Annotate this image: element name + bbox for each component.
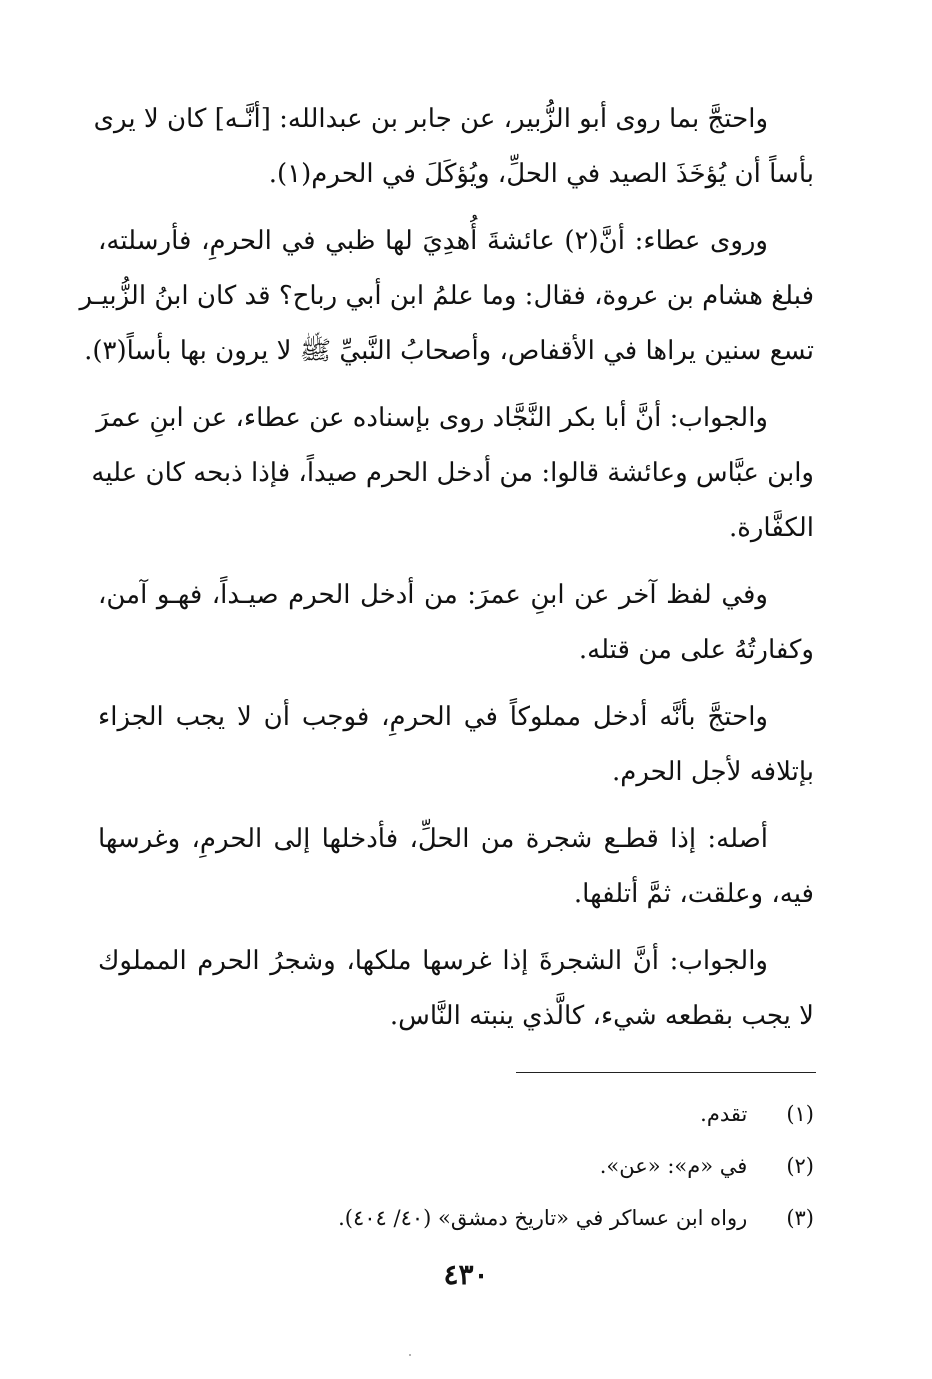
footnote-text: رواه ابن عساكر في «تاريخ دمشق» (٤٠/ ٤٠٤). bbox=[338, 1206, 748, 1230]
text-line: بأساً أن يُؤخَذَ الصيد في الحلِّ، ويُؤكَلَ في الحرم(١). bbox=[268, 159, 814, 189]
text-line: فيه، وعلقت، ثمَّ أتلفها. bbox=[573, 879, 814, 909]
footnote-text: في «م»: «عن». bbox=[599, 1154, 748, 1178]
footnote-number: (١) bbox=[786, 1102, 814, 1126]
text-line: لا يجب بقطعه شيء، كالَّذي ينبته النَّاس. bbox=[389, 1001, 814, 1031]
text-line: وابن عبَّاس وعائشة قالوا: من أدخل الحرم صيداً، فإذا ذبحه كان عليه bbox=[91, 458, 814, 488]
text-line: فبلغ هشام بن عروة، فقال: وما علمُ ابن أبي رباح؟ قد كان ابنُ الزُّبيـر bbox=[79, 281, 814, 311]
footnote-text: تقدم. bbox=[700, 1102, 748, 1126]
text-line: والجواب: أنَّ الشجرةَ إذا غرسها ملكها، وشجرُ الحرم المملوك bbox=[98, 946, 768, 976]
text-line: وفي لفظ آخر عن ابنِ عمرَ: من أدخل الحرم صيـداً، فهـو آمن، bbox=[98, 580, 768, 610]
footnote-item bbox=[98, 1088, 814, 1140]
text-line: والجواب: أنَّ أبا بكر النَّجَّاد روى بإسناده عن عطاء، عن ابنِ عمرَ bbox=[96, 403, 768, 433]
footnotes bbox=[98, 1088, 814, 1244]
main-text bbox=[79, 92, 814, 1044]
text-line: واحتجَّ بما روى أبو الزُّبير، عن جابر بن عبدالله: [أنَّـه] كان لا يرى bbox=[93, 104, 768, 134]
footnote-number: (٣) bbox=[786, 1206, 814, 1230]
footnote-item bbox=[98, 1192, 814, 1244]
text-line: وكفارتُهُ على من قتله. bbox=[578, 635, 814, 665]
page-number: ٤٣٠ bbox=[443, 1258, 489, 1291]
scan-speck bbox=[409, 1354, 411, 1356]
text-line: أصله: إذا قطـع شجرة من الحلِّ، فأدخلها إلى الحرمِ، وغرسها bbox=[98, 824, 768, 854]
text-line: بإتلافه لأجل الحرم. bbox=[611, 757, 814, 787]
footnote-item bbox=[98, 1140, 814, 1192]
footnote-number: (٢) bbox=[786, 1154, 814, 1178]
text-line: واحتجَّ بأنَّه أدخل مملوكاً في الحرمِ، فوجب أن لا يجب الجزاء bbox=[98, 702, 768, 732]
text-line: وروى عطاء: أنَّ(٢) عائشةَ أُهدِيَ لها ظبي في الحرمِ، فأرسلته، bbox=[98, 226, 768, 256]
text-line: الكفَّارة. bbox=[728, 513, 814, 543]
footnote-separator bbox=[516, 1072, 816, 1073]
text-line: تسع سنين يراها في الأقفاص، وأصحابُ النَّبيِّ ﷺ لا يرون بها بأساً(٣). bbox=[84, 336, 814, 366]
